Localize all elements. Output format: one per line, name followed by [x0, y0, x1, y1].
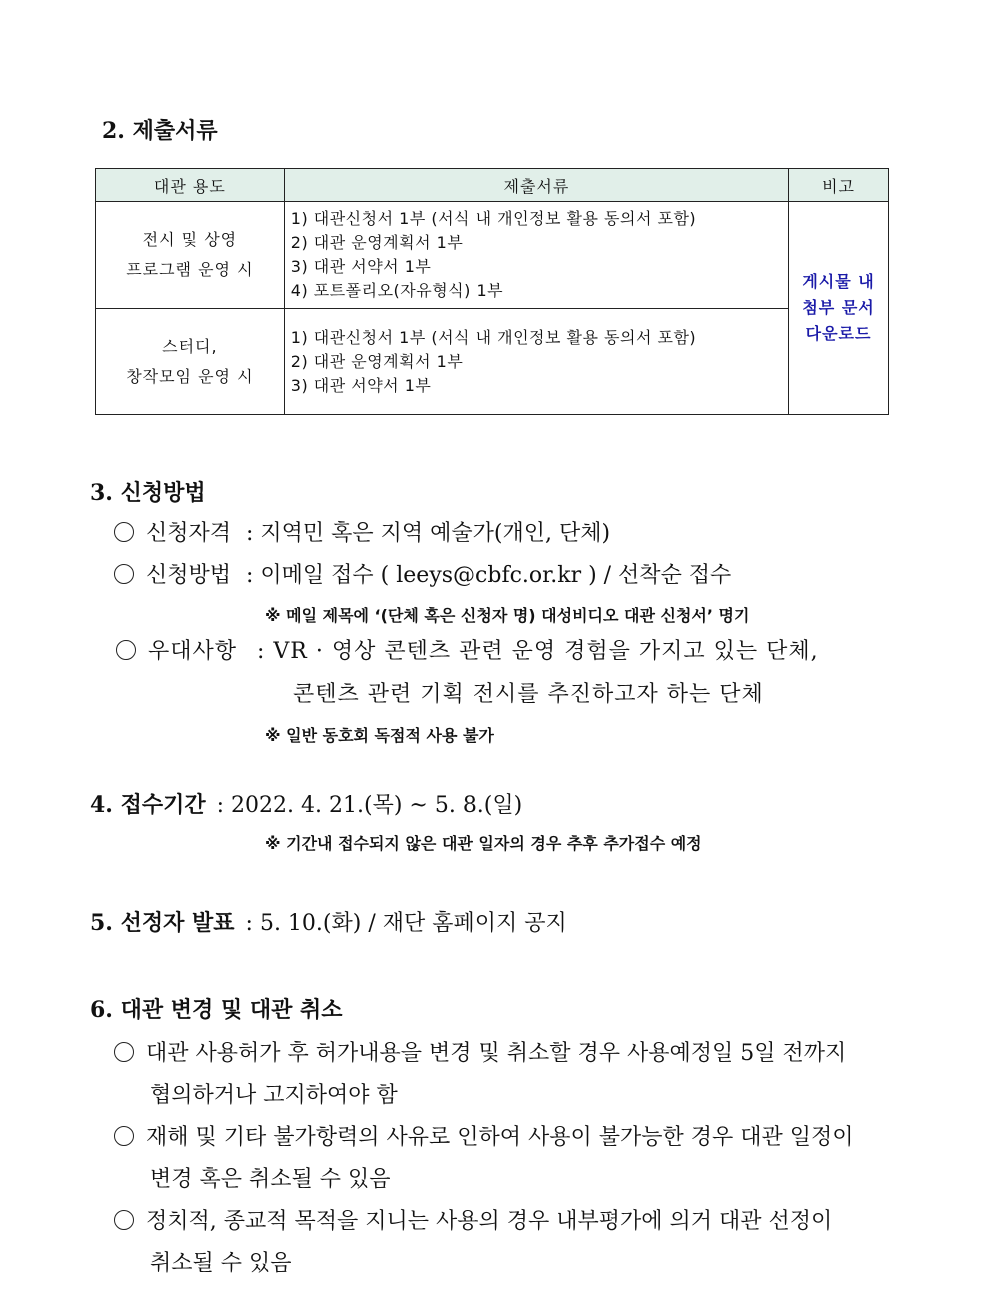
- purpose-line: 스터디,: [162, 336, 218, 356]
- section6-item: [114, 1204, 832, 1235]
- header-note: 비고: [789, 169, 889, 202]
- section6-item-line1: 정치적, 종교적 목적을 지니는 사용의 경우 내부평가에 의거 대관 선정이: [146, 1209, 833, 1234]
- purpose-cell: [96, 202, 285, 309]
- circle-bullet-icon: [114, 1126, 134, 1146]
- method-label: 신청방법: [146, 563, 232, 588]
- section6-item-line1: 재해 및 기타 불가항력의 사유로 인하여 사용이 불가능한 경우 대관 일정이: [146, 1125, 854, 1150]
- preference-value-line2: 콘텐츠 관련 기획 전시를 추진하고자 하는 단체: [293, 682, 764, 707]
- table-row: [96, 202, 889, 309]
- purpose-line: 전시 및 상영: [142, 230, 238, 249]
- documents-cell: [284, 309, 788, 415]
- header-documents: 제출서류: [284, 169, 788, 202]
- section3-title: 3. 신청방법: [90, 480, 206, 506]
- method-line: [114, 558, 731, 589]
- submission-documents-table: [95, 168, 889, 415]
- section6-item-line1: 대관 사용허가 후 허가내용을 변경 및 취소할 경우 사용예정일 5일 전까지: [146, 1041, 847, 1066]
- circle-bullet-icon: [116, 640, 136, 660]
- document-item: 2) 대관 운영계획서 1부: [290, 351, 464, 371]
- purpose-line: 창작모임 운영 시: [126, 366, 254, 386]
- note-line: 게시물 내: [802, 272, 875, 291]
- document-item: 4) 포트폴리오(자유형식) 1부: [290, 281, 504, 300]
- circle-bullet-icon: [114, 1042, 134, 1062]
- table-header-row: [96, 169, 889, 202]
- document-item: 3) 대관 서약서 1부: [290, 375, 432, 395]
- purpose-cell: [96, 309, 285, 415]
- preference-value: : VR · 영상 콘텐츠 관련 운영 경험을 가지고 있는 단체,: [257, 639, 819, 664]
- section5-title: 5. 선정자 발표: [90, 910, 235, 936]
- eligibility-value: : 지역민 혹은 지역 예술가(개인, 단체): [246, 521, 611, 546]
- section4-value: : 2022. 4. 21.(목) ~ 5. 8.(일): [216, 793, 523, 818]
- circle-bullet-icon: [114, 1210, 134, 1230]
- preference-label: 우대사항: [148, 639, 238, 664]
- circle-bullet-icon: [114, 564, 134, 584]
- section6-item-line2: 협의하거나 고지하여야 함: [150, 1083, 398, 1108]
- section4-title: 4. 접수기간: [90, 792, 206, 818]
- preference-note: ※ 일반 동호회 독점적 사용 불가: [265, 726, 494, 745]
- note-line: 첨부 문서: [802, 298, 875, 317]
- document-item: 1) 대관신청서 1부 (서식 내 개인정보 활용 동의서 포함): [290, 209, 697, 228]
- document-item: 3) 대관 서약서 1부: [290, 257, 432, 276]
- purpose-line: 프로그램 운영 시: [126, 260, 254, 279]
- section6-title: 6. 대관 변경 및 대관 취소: [90, 997, 343, 1023]
- section6-item-line2: 변경 혹은 취소될 수 있음: [150, 1167, 391, 1192]
- section5-value: : 5. 10.(화) / 재단 홈페이지 공지: [245, 911, 567, 936]
- circle-bullet-icon: [114, 522, 134, 542]
- document-item: 1) 대관신청서 1부 (서식 내 개인정보 활용 동의서 포함): [290, 327, 697, 347]
- section6-item: [114, 1120, 854, 1151]
- section4-line: [90, 788, 522, 819]
- table-row: [96, 309, 889, 415]
- preference-line: [116, 634, 819, 665]
- section4-note: ※ 기간내 접수되지 않은 대관 일자의 경우 추후 추가접수 예정: [265, 834, 702, 853]
- method-value: : 이메일 접수 ( leeys@cbfc.or.kr ) / 선착순 접수: [246, 563, 732, 588]
- eligibility-label: 신청자격: [146, 521, 232, 546]
- note-line: 다운로드: [805, 324, 872, 343]
- header-purpose: 대관 용도: [96, 169, 285, 202]
- section6-item-line2: 취소될 수 있음: [150, 1251, 292, 1276]
- note-cell: [789, 202, 889, 415]
- documents-cell: [284, 202, 788, 309]
- section2-title: 2. 제출서류: [102, 118, 218, 144]
- section5-line: [90, 906, 567, 937]
- section6-item: [114, 1036, 846, 1067]
- method-note: ※ 메일 제목에 ‘(단체 혹은 신청자 명) 대성비디오 대관 신청서’ 명기: [265, 606, 750, 625]
- eligibility-line: [114, 516, 610, 547]
- document-item: 2) 대관 운영계획서 1부: [290, 233, 464, 252]
